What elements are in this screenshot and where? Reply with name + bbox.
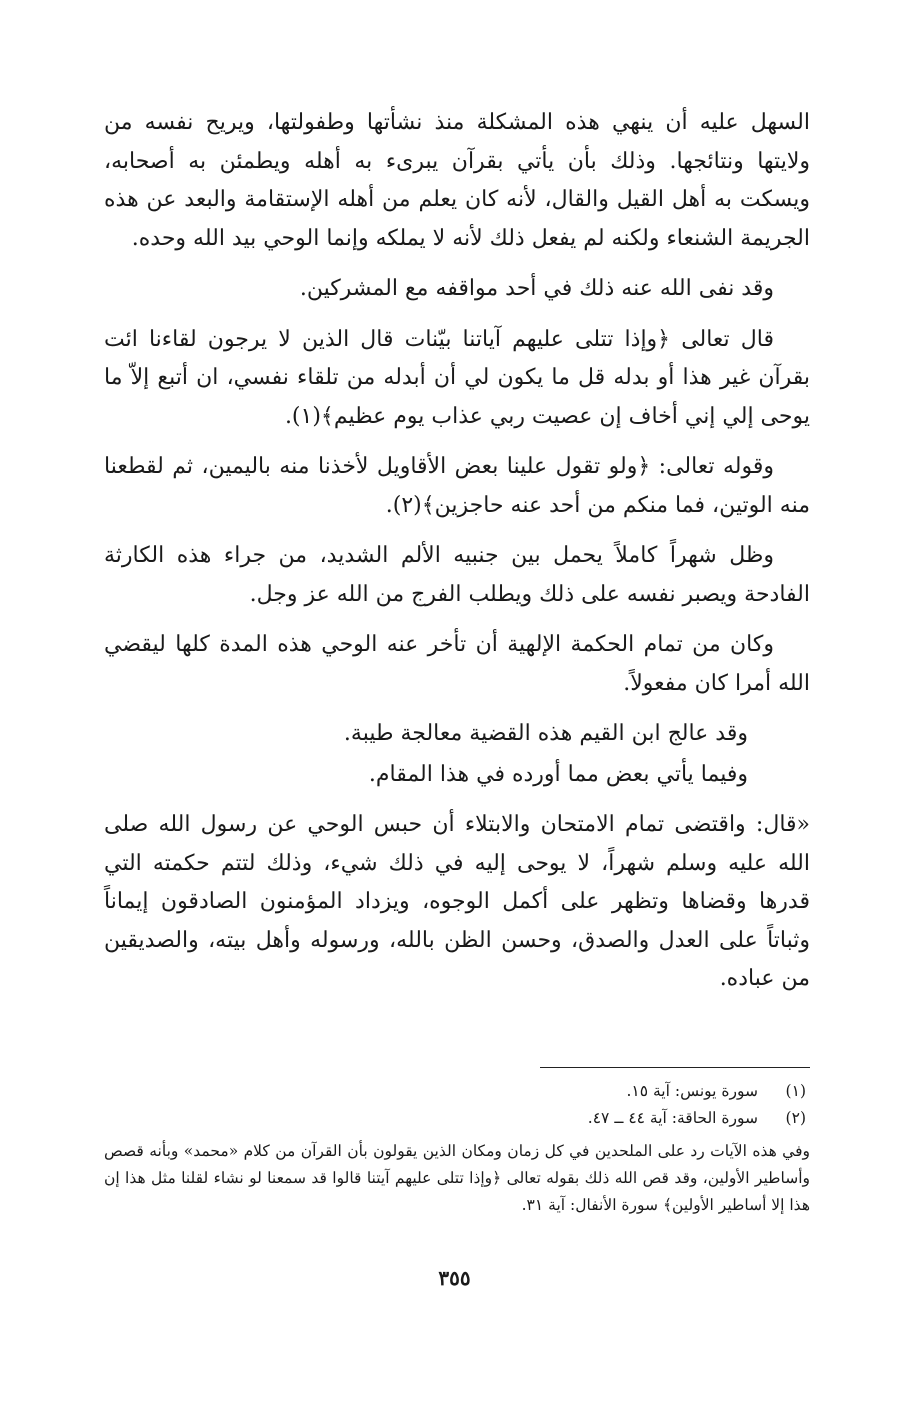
paragraph: السهل عليه أن ينهي هذه المشكلة منذ نشأتها وطفولتها، ويريح نفسه من ولايتها ونتائجها. وذلك بأن يأتي بقرآن يبرىء به أهله ويطمئن به أصحابه، ويسكت به أهل القيل والقال، لأنه كان يعلم من أهله الإستقامة والبعد عن هذه الجريمة الشنعاء ولكنه لم يفعل ذلك لأنه لا يملكه وإنما الوحي بيد الله وحده. <box>104 110 810 251</box>
footnote-2 <box>104 1105 810 1132</box>
paragraph: وفيما يأتي بعض مما أورده في هذا المقام. <box>368 761 748 787</box>
paragraph: وظل شهراً كاملاً يحمل بين جنبيه الألم الشديد، من جراء هذه الكارثة الفادحة ويصبر نفسه على ذلك ويطلب الفرج من الله عز وجل. <box>104 543 810 607</box>
footnote-note: وفي هذه الآيات رد على الملحدين في كل زمان ومكان الذين يقولون بأن القرآن من كلام «محمد» وبأنه قصص وأساطير الأولين، وقد قص الله ذلك بقوله تعالى ﴿وإذا تتلى عليهم آيتنا قالوا قد سمعنا لو نشاء لقلنا مثل هذا إن هذا إلا أساطير الأولين﴾ سورة الأنفال: آية ٣١. <box>104 1142 810 1214</box>
quran-quote-paragraph: وقوله تعالى: ﴿ولو تقول علينا بعض الأقاويل لأخذنا منه باليمين، ثم لقطعنا منه الوتين، فما منكم من أحد عنه حاجزين﴾(٢). <box>104 454 810 518</box>
footnote-separator <box>540 1067 810 1068</box>
paragraph: وقد نفى الله عنه ذلك في أحد مواقفه مع المشركين. <box>299 276 774 301</box>
footnote-1 <box>104 1078 810 1105</box>
footnote-text: سورة يونس: آية ١٥. <box>626 1082 758 1100</box>
footnote-number: (١) <box>785 1082 806 1100</box>
footnote-number: (٢) <box>785 1109 806 1127</box>
page-number: ٣٥٥ <box>438 1266 471 1290</box>
quran-quote-paragraph: قال تعالى ﴿وإذا تتلى عليهم آياتنا بيّنات قال الذين لا يرجون لقاءنا ائت بقرآن غير هذا أو بدله قل ما يكون لي أن أبدله من تلقاء نفسي، ان أتبع إلاّ ما يوحى إلي إني أخاف إن عصيت ربي عذاب يوم عظيم﴾(١). <box>104 326 811 429</box>
paragraph: وقد عالج ابن القيم هذه القضية معالجة طيبة. <box>343 721 748 746</box>
paragraph: وكان من تمام الحكمة الإلهية أن تأخر عنه الوحي هذه المدة كلها ليقضي الله أمرا كان مفعولاً. <box>104 632 810 696</box>
main-text <box>104 104 810 1011</box>
ibn-qayyim-quote-paragraph: «قال: واقتضى تمام الامتحان والابتلاء أن حبس الوحي عن رسول الله صلى الله عليه وسلم شهراً، لا يوحى إليه في ذلك شيء، وذلك لتتم حكمته التي قدرها وقضاها وتظهر على أكمل الوجوه، ويزداد المؤمنون الصادقون إيماناً وثباتاً على العدل والصدق، وحسن الظن بالله، ورسوله وأهل بيته، والصديقين من عباده. <box>104 812 810 991</box>
footnotes <box>104 1078 810 1219</box>
footnote-text: سورة الحاقة: آية ٤٤ ــ ٤٧. <box>587 1109 758 1127</box>
